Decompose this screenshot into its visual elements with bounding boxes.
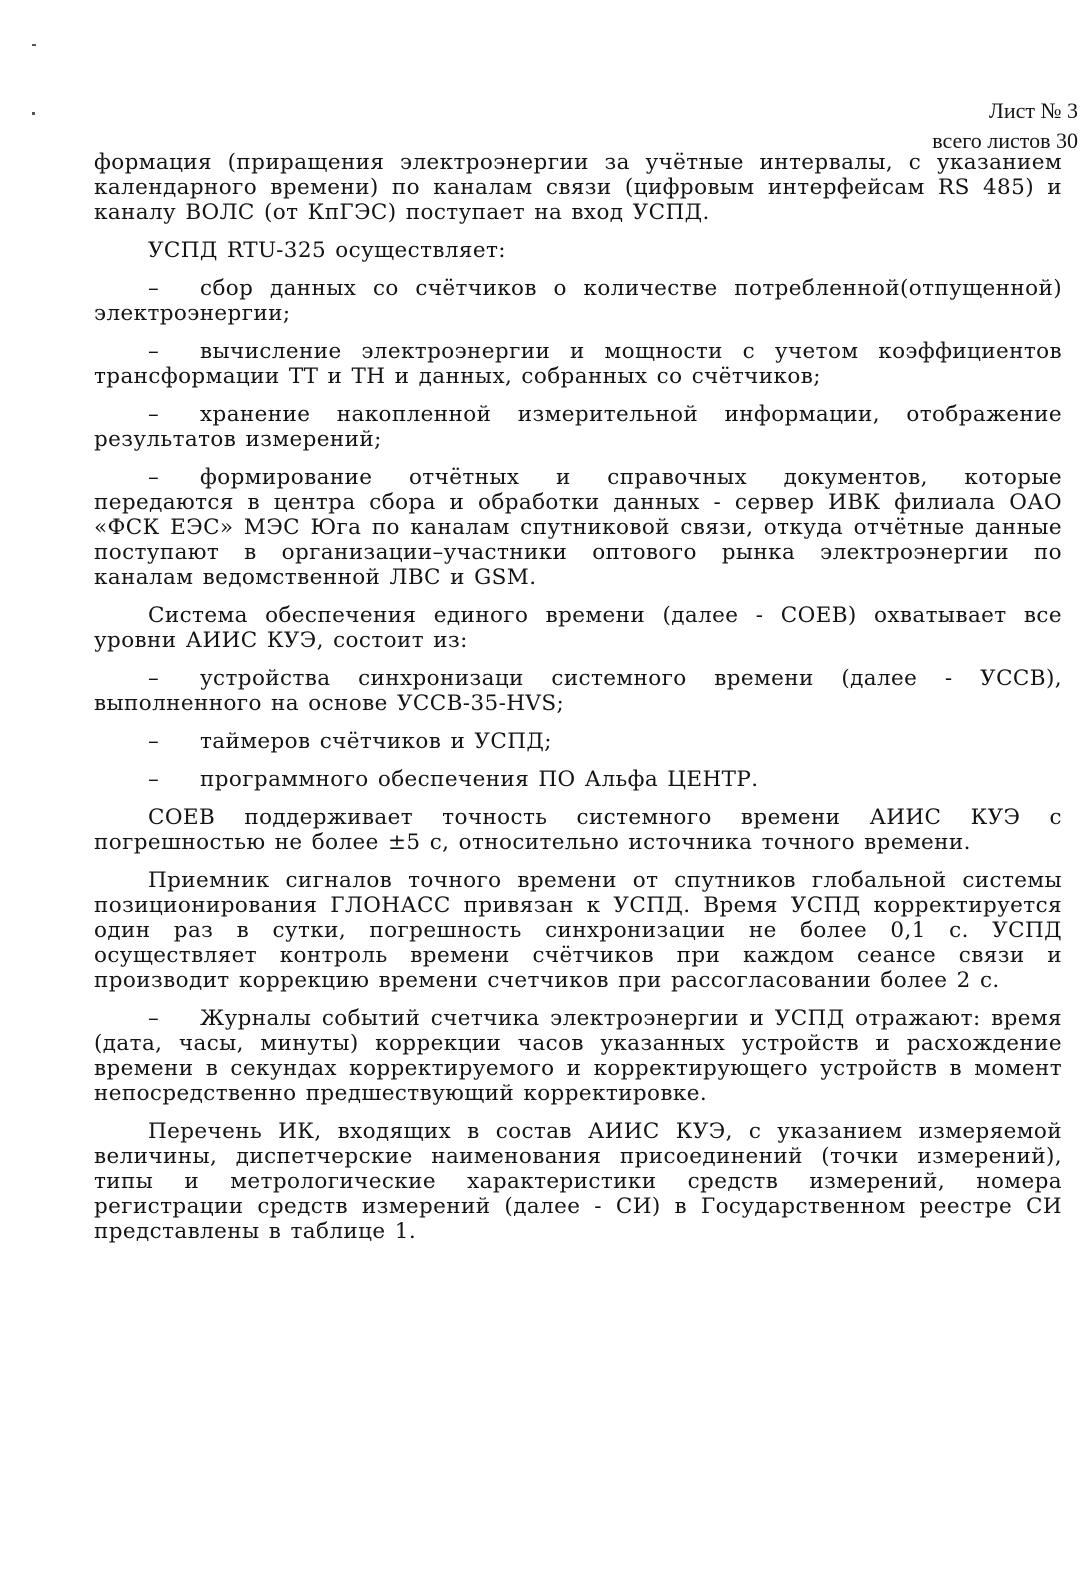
list-item-text: программного обеспечения ПО Альфа ЦЕНТР.: [200, 767, 759, 792]
list-item-text: хранение накопленной измерительной информации, отображение результатов измерений;: [94, 402, 1062, 452]
bullet-dash: –: [148, 767, 160, 792]
paragraph: Перечень ИК, входящих в состав АИИС КУЭ, с указанием измеряемой величины, диспетчерские наименования присоединений (точки измерений), типы и метрологические характеристики средств измерений, номера регистрации средств измерений (далее - СИ) в Государственном реестре СИ представлены в таблице 1.: [94, 1119, 1062, 1244]
bullet-dash: –: [148, 666, 160, 691]
bullet-dash: –: [148, 402, 160, 427]
paragraph: СОЕВ поддерживает точность системного времени АИИС КУЭ с погрешностью не более ±5 с, относительно источника точного времени.: [94, 805, 1062, 855]
bullet-dash: –: [148, 276, 160, 301]
paragraph: Система обеспечения единого времени (далее - СОЕВ) охватывает все уровни АИИС КУЭ, состоит из:: [94, 603, 1062, 653]
paragraph: Приемник сигналов точного времени от спутников глобальной системы позиционирования ГЛОНАСС привязан к УСПД. Время УСПД корректируется один раз в сутки, погрешность синхронизации не более 0,1 с. УСПД осуществляет контроль времени счётчиков при каждом сеансе связи и производит коррекцию времени счетчиков при рассогласовании более 2 с.: [94, 868, 1062, 993]
list-item-text: таймеров счётчиков и УСПД;: [200, 729, 552, 754]
scan-artifact: [32, 112, 35, 115]
bullet-dash: –: [148, 339, 160, 364]
list-item-text: вычисление электроэнергии и мощности с учетом коэффициентов трансформации ТТ и ТН и данных, собранных со счётчиков;: [94, 339, 1062, 389]
scan-artifact: [32, 44, 36, 46]
list-item-text: сбор данных со счётчиков о количестве потребленной(отпущенной) электроэнергии;: [94, 276, 1062, 326]
list-item: [94, 767, 1062, 792]
list-item: [94, 666, 1062, 716]
list-item-text: устройства синхронизаци системного времени (далее - УССВ), выполненного на основе УССВ-35-HVS;: [94, 666, 1062, 716]
document-body: [94, 150, 1062, 1257]
sheet-header: [932, 96, 1078, 156]
bullet-dash: –: [148, 465, 160, 490]
paragraph: формация (приращения электроэнергии за учётные интервалы, с указанием календарного времени) по каналам связи (цифровым интерфейсам RS 485) и каналу ВОЛС (от КпГЭС) поступает на вход УСПД.: [94, 150, 1062, 225]
sheet-number: Лист № 3: [988, 98, 1078, 123]
list-item: [94, 465, 1062, 590]
list-item: [94, 276, 1062, 326]
bullet-dash: –: [148, 1006, 160, 1031]
bullet-dash: –: [148, 729, 160, 754]
list-item: [94, 402, 1062, 452]
list-item-text: формирование отчётных и справочных документов, которые передаются в центра сбора и обработки данных - сервер ИВК филиала ОАО «ФСК ЕЭС» МЭС Юга по каналам спутниковой связи, откуда отчётные данные поступают в организации–участники оптового рынка электроэнергии по каналам ведомственной ЛВС и GSM.: [94, 465, 1062, 590]
list-item: [94, 339, 1062, 389]
list-item: [94, 729, 1062, 754]
paragraph: УСПД RTU-325 осуществляет:: [148, 238, 506, 263]
list-item-text: Журналы событий счетчика электроэнергии и УСПД отражают: время (дата, часы, минуты) коррекции часов указанных устройств и расхождение времени в секундах корректируемого и корректирующего устройств в момент непосредственно предшествующий корректировке.: [94, 1006, 1062, 1106]
list-item: [94, 1006, 1062, 1106]
sheet-total: всего листов 30: [932, 128, 1078, 153]
